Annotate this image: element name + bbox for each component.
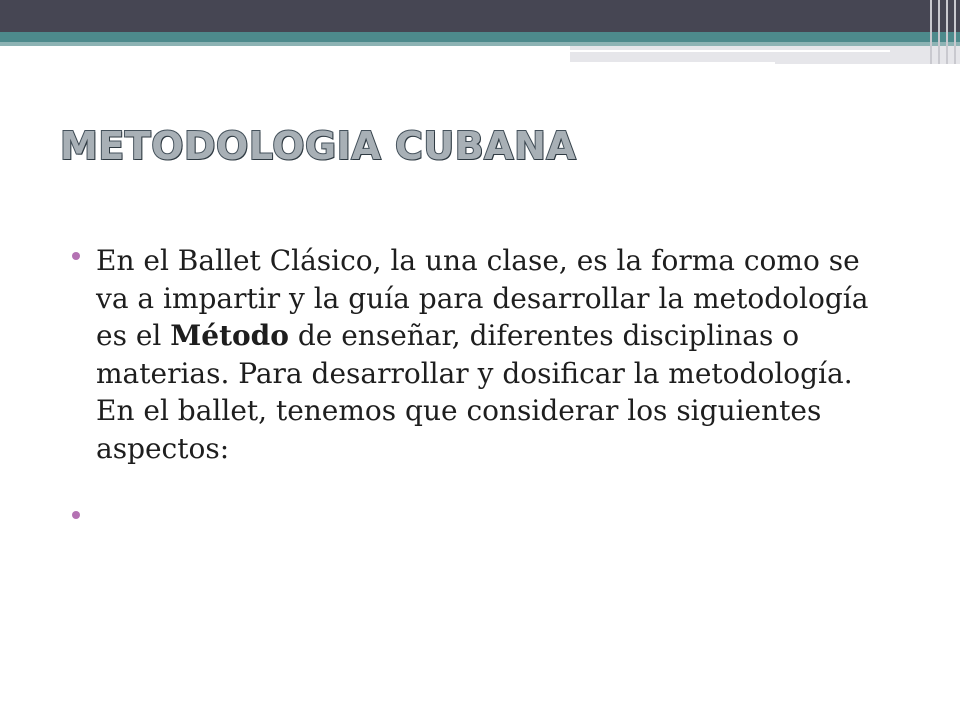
header-band-teal xyxy=(0,32,960,42)
slide-content xyxy=(72,242,892,541)
header-band-dark xyxy=(0,0,960,32)
bullet-text-bold: Método xyxy=(170,319,289,352)
header-vertical-line xyxy=(938,0,940,64)
header-vertical-line xyxy=(946,0,948,64)
slide-title: METODOLOGIA CUBANA xyxy=(60,124,577,168)
bullet-text xyxy=(96,242,888,467)
bullet-dot-icon xyxy=(72,511,80,519)
bullet-text-end: de enseñar, diferentes disciplinas o materias. Para desarrollar y dosificar la metodología. En el ballet, tenemos que considerar los siguientes aspectos: xyxy=(96,319,853,465)
header-accent-line xyxy=(570,50,890,52)
bullet-item xyxy=(72,242,892,467)
bullet-text-start: En el Ballet Clásico, la una clase, es la forma como se va a impartir y la guía para desarrollar la metodología es el xyxy=(96,244,869,352)
header-vertical-line xyxy=(930,0,932,64)
header-accent-line-short xyxy=(570,62,775,64)
bullet-item-empty xyxy=(72,501,892,541)
header-vertical-line xyxy=(954,0,956,64)
bullet-dot-icon xyxy=(72,252,80,260)
